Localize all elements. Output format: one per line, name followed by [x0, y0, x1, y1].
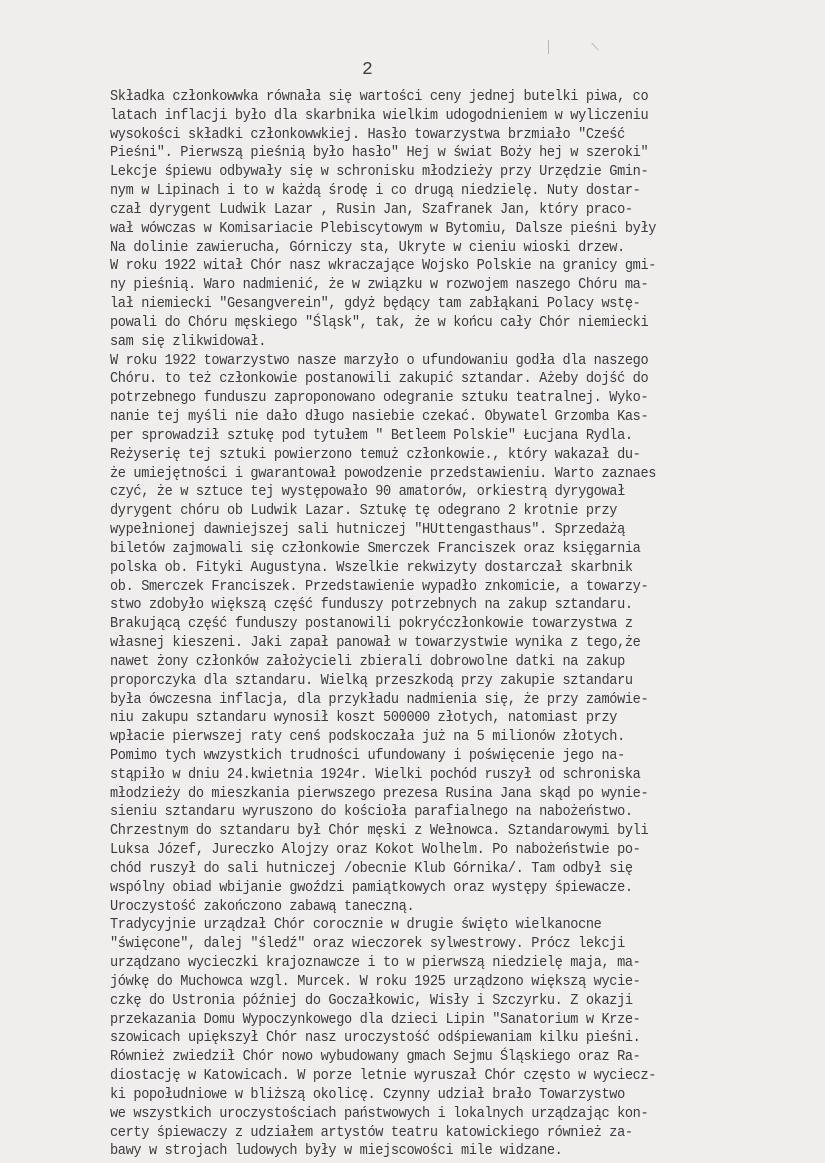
text-line: Na dolinie zawierucha, Górniczy sta, Ukryte w cieniu wioski drzew.: [110, 239, 625, 256]
paper-crease-mark: [591, 42, 598, 50]
text-line: sieniu sztandaru wyruszono do kościoła parafialnego na nabożeństwo.: [110, 804, 633, 821]
text-line: wał wówczas w Komisariacie Plebiscytowym w Bytomiu, Dalsze pieśni były: [110, 220, 657, 237]
text-line: certy śpiewaczy z udziałem artystów teatru katowickiego również za-: [110, 1124, 633, 1141]
text-line: nawet żony członków założycieli zbierali dobrowolne datki na zakup: [110, 653, 625, 670]
text-line: ki popołudniowe w bliższą okolicę. Czynny udział brało Towarzystwo: [110, 1086, 625, 1103]
text-line: stwo zdobyło większą część funduszy potrzebnych na zakup sztandaru.: [110, 597, 633, 614]
text-line: była ówczesna inflacja, dla przykładu nadmienia się, że przy zamówie-: [110, 691, 649, 708]
text-line: lał niemiecki "Gesangverein", gdyż będący tam zabłąkani Polacy wstę-: [110, 296, 641, 313]
text-line: we wszystkich uroczystościach państwowych i lokalnych urządzając kon-: [110, 1105, 649, 1122]
text-line: czyć, że w sztuce tej występowało 90 amatorów, orkiestrą dyrygował: [110, 484, 625, 501]
text-line: biletów zajmowali się członkowie Smerczek Franciszek oraz księgarnia: [110, 540, 641, 557]
paper-crease-mark: [548, 40, 549, 54]
text-line: bawy w strojach ludowych były w miejscowości mile widzane.: [110, 1143, 563, 1160]
text-line: nym w Lipinach i to w każdą środę i co drugą niedzielę. Nuty dostar-: [110, 183, 641, 200]
text-line: polska ob. Fityki Augustyna. Wszelkie rekwizyty dostarczał skarbnik: [110, 559, 633, 576]
text-line: wspólny obiad wbijanie gwoździ pamiątkowych oraz występy śpiewacze.: [110, 879, 633, 896]
text-line: nanie tej myśli nie dało długo nasiebie czekać. Obywatel Grzomba Kas-: [110, 409, 649, 426]
text-line: per sprowadził sztukę pod tytułem " Betleem Polskie" Łucjana Rydla.: [110, 427, 633, 444]
text-line: urządzano wycieczki krajoznawcze i to w pierwszą niedzielę maja, ma-: [110, 955, 641, 972]
text-line: Tradycyjnie urządzał Chór corocznie w drugie święto wielkanocne: [110, 917, 602, 934]
text-line: wypełnionej dawniejszej sali hutniczej "HUttengasthaus". Sprzedażą: [110, 522, 625, 539]
text-line: czkę do Ustronia później do Goczałkowic, Wisły i Szczyrku. Z okazji: [110, 992, 633, 1009]
text-line: Lekcje śpiewu odbywały się w schronisku młodzieży przy Urzędzie Gmin-: [110, 164, 649, 181]
text-line: Pomimo tych wwzystkich trudności ufundowany i poświęcenie jego na-: [110, 747, 625, 764]
text-line: własnej kieszeni. Jaki zapał panował w towarzystwie wynika z tego,że: [110, 635, 641, 652]
text-line: przekazania Domu Wypoczynkowego dla dzieci Lipin "Sanatorium w Krze-: [110, 1011, 641, 1028]
text-line: wpłacie pierwszej raty cenś podskoczała już na 5 milionów złotych.: [110, 729, 625, 746]
document-body: [110, 88, 810, 1161]
text-line: Brakującą część funduszy postanowili pokryćczłonkowie towarzystwa z: [110, 616, 633, 633]
text-line: niu zakupu sztandaru wynosił koszt 500000 złotych, natomiast przy: [110, 710, 618, 727]
text-line: Chóru. to też członkowie postanowili zakupić sztandar. Ażeby dojść do: [110, 371, 649, 388]
text-line: czał dyrygent Ludwik Lazar , Rusin Jan, Szafranek Jan, który praco-: [110, 201, 633, 218]
text-line: Reżyserię tej sztuki powierzono temuż członkowie., który wakazał du-: [110, 446, 641, 463]
text-line: młodzieży do mieszkania pierwszego prezesa Rusina Jana skąd po wynie-: [110, 785, 649, 802]
text-line: "święcone", dalej "śledź" oraz wieczorek sylwestrowy. Prócz lekcji: [110, 936, 625, 953]
text-line: proporczyka dla sztandaru. Wielką przeszkodą przy zakupie sztandaru: [110, 672, 633, 689]
text-line: jówkę do Muchowca wzgl. Murcek. W roku 1925 urządzono większą wycie-: [110, 973, 641, 990]
text-line: że umiejętności i gwarantował powodzenie przedstawieniu. Warto zaznaes: [110, 465, 657, 482]
text-line: diostację w Katowicach. W porze letnie wyruszał Chór często w wyciecz-: [110, 1068, 657, 1085]
text-line: stąpiło w dniu 24.kwietnia 1924r. Wielki pochód ruszył od schroniska: [110, 766, 641, 783]
text-line: szowicach upiększył Chór nasz uroczystość odśpiewaniam kilku pieśni.: [110, 1030, 641, 1047]
text-line: Pieśni". Pierwszą pieśnią było hasło" Hej w świat Boży hej w szeroki": [110, 145, 649, 162]
text-line: latach inflacji było dla skarbnika wielkim udogodnieniem w wyliczeniu: [110, 107, 649, 124]
text-line: Składka członkowwka równała się wartości ceny jednej butelki piwa, co: [110, 89, 649, 105]
page-number: 2: [362, 60, 373, 80]
text-line: Uroczystość zakończono zabawą taneczną.: [110, 898, 415, 915]
text-line: W roku 1922 witał Chór nasz wkraczające Wojsko Polskie na granicy gmi-: [110, 258, 657, 275]
text-line: ny pieśnią. Waro nadmienić, że w związku w rozwojem naszego Chóru ma-: [110, 277, 649, 294]
text-line: Luksa Józef, Jureczko Alojzy oraz Kokot Wolhelm. Po nabożeństwie po-: [110, 842, 641, 859]
text-line: potrzebnego funduszu zaproponowano odegranie sztuku teatralnej. Wyko-: [110, 390, 649, 407]
text-line: sam się zlikwidował.: [110, 333, 267, 350]
text-line: Również zwiedził Chór nowo wybudowany gmach Sejmu Śląskiego oraz Ra-: [110, 1049, 641, 1066]
text-line: dyrygent chóru ob Ludwik Lazar. Sztukę tę odegrano 2 krotnie przy: [110, 503, 618, 520]
text-line: chód ruszył do sali hutniczej /obecnie Klub Górnika/. Tam odbył się: [110, 860, 633, 877]
text-line: W roku 1922 towarzystwo nasze marzyło o ufundowaniu godła dla naszego: [110, 352, 649, 369]
text-line: ob. Smerczek Franciszek. Przedstawienie wypadło znkomicie, a towarzy-: [110, 578, 649, 595]
text-line: powali do Chóru męskiego "Śląsk", tak, że w końcu cały Chór niemiecki: [110, 314, 649, 331]
text-line: Chrzestnym do sztandaru był Chór męski z Wełnowca. Sztandarowymi byli: [110, 823, 649, 840]
text-line: wysokości składki członkowwkiej. Hasło towarzystwa brzmiało "Cześć: [110, 126, 625, 143]
